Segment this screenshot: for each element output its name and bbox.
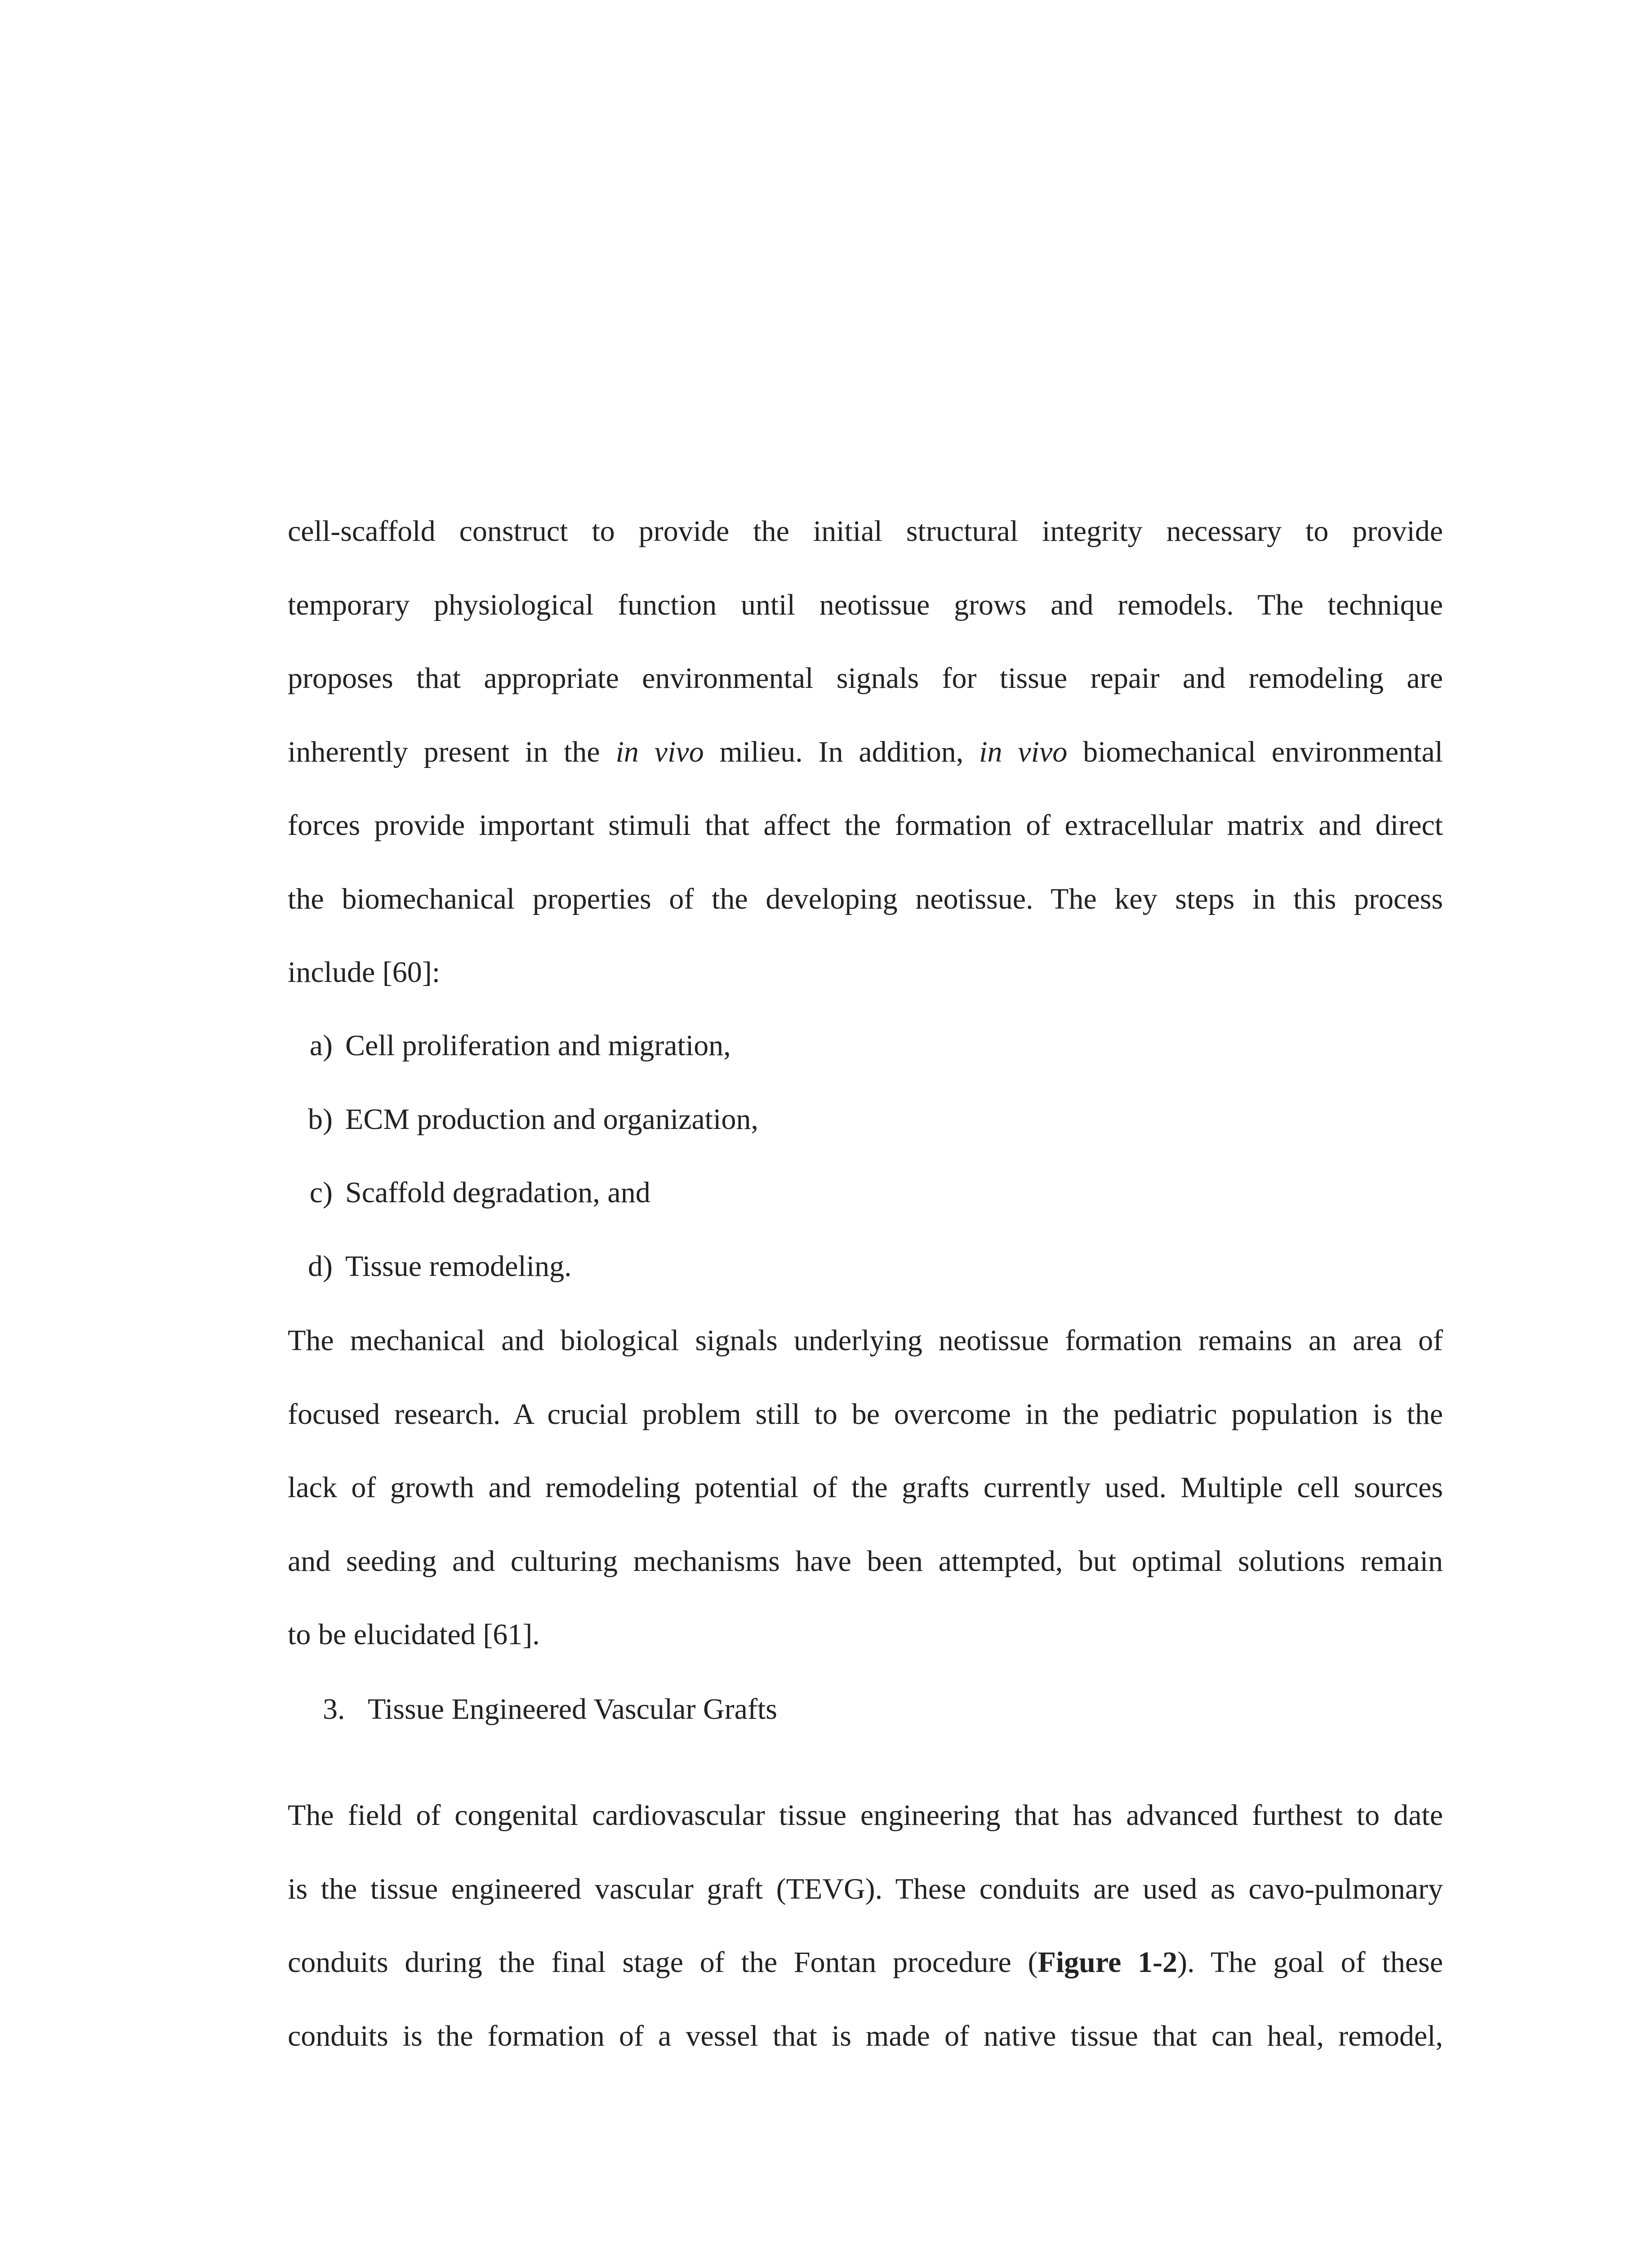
paragraph-1-line: cell-scaffold construct to provide the initial structural integrity necessary to provide	[288, 515, 1443, 548]
paragraph-3	[288, 1779, 1443, 2073]
list-marker: c)	[309, 1176, 333, 1209]
paragraph-1-last-line: include [60]:	[288, 956, 441, 989]
text-run: milieu. In addition,	[704, 735, 980, 768]
section-heading	[323, 1673, 777, 1746]
list-item	[288, 1230, 758, 1303]
paragraph-1-line-italic-terms	[288, 715, 1443, 789]
list-marker: a)	[309, 1029, 333, 1062]
paragraph-1	[288, 495, 1443, 1009]
section-title: Tissue Engineered Vascular Grafts	[368, 1693, 777, 1726]
list-item-text: Tissue remodeling.	[345, 1249, 572, 1283]
list-item	[288, 1009, 758, 1083]
paragraph-2-line: The mechanical and biological signals underlying neotissue formation remains an area of	[288, 1324, 1443, 1357]
paragraph-1-line: temporary physiological function until neotissue grows and remodels. The technique	[288, 588, 1443, 621]
paragraph-3-line: conduits is the formation of a vessel that is made of native tissue that can heal, remodel,	[288, 2019, 1443, 2052]
paragraph-2-line: focused research. A crucial problem still to be overcome in the pediatric population is the	[288, 1397, 1443, 1431]
paragraph-2-line: lack of growth and remodeling potential of the grafts currently used. Multiple cell sources	[288, 1471, 1443, 1504]
list-item-text: Cell proliferation and migration,	[345, 1029, 731, 1062]
text-run: ). The goal of these	[1177, 1946, 1443, 1979]
paragraph-3-line-figure-ref	[288, 1926, 1443, 1999]
text-run: biomechanical environmental	[1067, 735, 1443, 768]
italic-term-in-vivo: in vivo	[615, 735, 704, 768]
paragraph-1-line: proposes that appropriate environmental signals for tissue repair and remodeling are	[288, 662, 1443, 695]
list-item-text: ECM production and organization,	[345, 1102, 758, 1136]
list-item	[288, 1156, 758, 1230]
list-marker: d)	[308, 1249, 333, 1283]
list-item-text: Scaffold degradation, and	[345, 1176, 650, 1209]
list-marker: b)	[308, 1102, 333, 1136]
paragraph-2	[288, 1304, 1443, 1672]
paragraph-1-line: the biomechanical properties of the developing neotissue. The key steps in this process	[288, 882, 1443, 915]
paragraph-1-line: forces provide important stimuli that affect the formation of extracellular matrix and direct	[288, 809, 1443, 842]
paragraph-3-line: is the tissue engineered vascular graft (TEVG). These conduits are used as cavo-pulmonary	[288, 1872, 1443, 1905]
list-item	[288, 1083, 758, 1156]
steps-list	[288, 1009, 758, 1303]
text-run: inherently present in the	[288, 735, 616, 768]
paragraph-2-line: and seeding and culturing mechanisms have been attempted, but optimal solutions remain	[288, 1544, 1443, 1578]
text-run: conduits during the final stage of the Fontan procedure (	[288, 1946, 1038, 1979]
paragraph-2-last-line: to be elucidated [61].	[288, 1618, 540, 1651]
paragraph-3-line: The field of congenital cardiovascular tissue engineering that has advanced furthest to date	[288, 1799, 1443, 1832]
section-number: 3.	[323, 1693, 345, 1726]
figure-reference: Figure 1-2	[1038, 1946, 1177, 1979]
italic-term-in-vivo: in vivo	[979, 735, 1068, 768]
